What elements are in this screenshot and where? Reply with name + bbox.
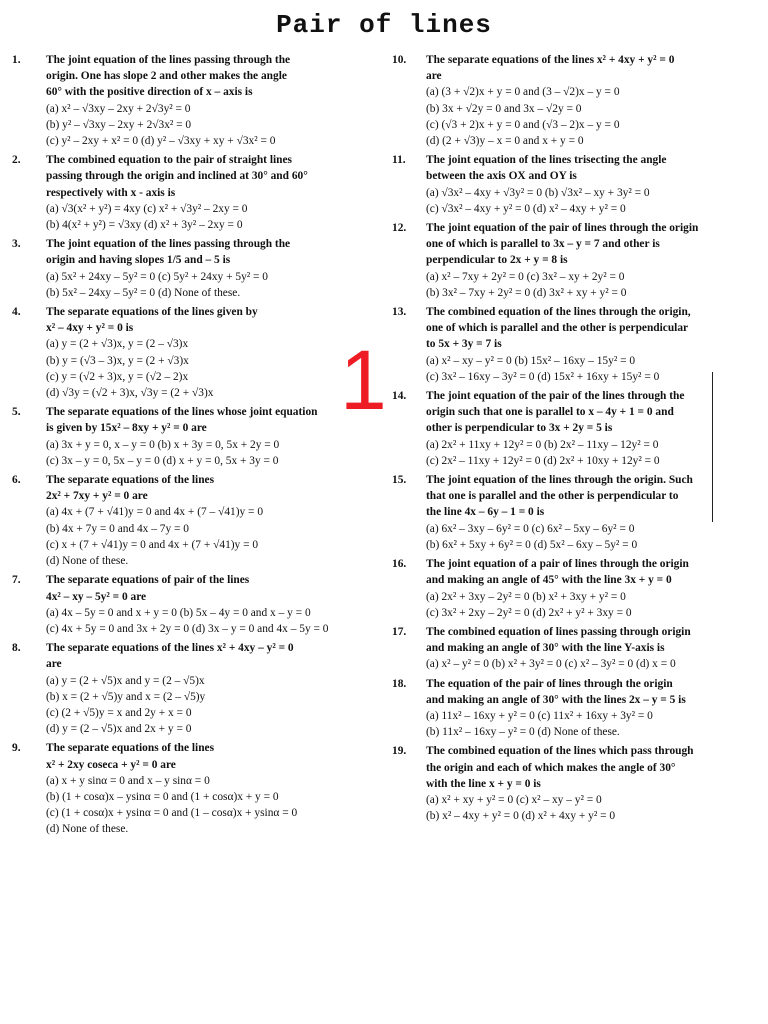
question-8 (12, 640, 372, 737)
answer-option-line: (d) None of these. (46, 823, 129, 836)
question-stem-line: x² + 2xy coseca + y² = 0 are (46, 758, 176, 771)
question-stem-line: 60° with the positive direction of x – axis is (46, 86, 253, 99)
question-number: 14. (392, 390, 407, 403)
answer-option-line: (c) (√3 + 2)x + y = 0 and (√3 – 2)x – y = 0 (426, 118, 620, 131)
answer-option-line: (b) 11x² – 16xy – y² = 0 (d) None of these. (426, 726, 620, 739)
question-stem-line: The combined equation to the pair of straight lines (46, 154, 292, 167)
answer-option-line: (c) 3x – y = 0, 5x – y = 0 (d) x + y = 0, 5x + 3y = 0 (46, 454, 279, 467)
question-14 (392, 388, 718, 469)
answer-option-line: (a) 5x² + 24xy – 5y² = 0 (c) 5y² + 24xy + 5y² = 0 (46, 270, 268, 283)
question-body (426, 152, 718, 217)
answer-option-line: (a) x² – y² = 0 (b) x² + 3y² = 0 (c) x² – 3y² = 0 (d) x = 0 (426, 658, 676, 671)
answer-option-line: (d) √3y = (√2 + 3)x, √3y = (2 + √3)x (46, 387, 214, 400)
answer-option-line: (b) 3x + √2y = 0 and 3x – √2y = 0 (426, 102, 582, 115)
answer-option-line: (a) x² – √3xy – 2xy + 2√3y² = 0 (46, 102, 191, 115)
answer-option-line: (a) 2x² + 3xy – 2y² = 0 (b) x² + 3xy + y² = 0 (426, 590, 626, 603)
answer-option-line: (a) (3 + √2)x + y = 0 and (3 – √2)x – y = 0 (426, 86, 620, 99)
question-body (426, 304, 718, 385)
question-stem-line: The combined equation of lines passing through origin (426, 625, 691, 638)
answer-option-line: (b) 5x² – 24xy – 5y² = 0 (d) None of these. (46, 286, 241, 299)
question-stem-line: The joint equation of the pair of the lines through the (426, 390, 685, 403)
answer-option-line: (c) y² – 2xy + x² = 0 (d) y² – √3xy + xy + √3x² = 0 (46, 135, 276, 148)
question-15 (392, 472, 718, 553)
question-number: 1. (12, 54, 21, 66)
question-number: 19. (392, 745, 407, 758)
question-stem-line: origin. One has slope 2 and other makes the angle (46, 70, 287, 83)
answer-option-line: (a) √3x² – 4xy + √3y² = 0 (b) √3x² – xy + 3y² = 0 (426, 186, 650, 199)
question-body (426, 624, 718, 673)
answer-option-line: (b) y = (√3 – 3)x, y = (2 + √3)x (46, 354, 189, 367)
answer-option-line: (a) 3x + y = 0, x – y = 0 (b) x + 3y = 0, 5x + 2y = 0 (46, 438, 280, 451)
question-number: 18. (392, 677, 407, 690)
question-stem-line: The equation of the pair of lines through the origin (426, 677, 673, 690)
answer-option-line: (a) x² + xy + y² = 0 (c) x² – xy – y² = 0 (426, 793, 602, 806)
question-body (46, 304, 372, 401)
page-badge-number: 1 (340, 333, 387, 427)
question-stem-line: is given by 15x² – 8xy + y² = 0 are (46, 422, 207, 435)
answer-option-line: (b) 4(x² + y²) = √3xy (d) x² + 3y² – 2xy = 0 (46, 219, 243, 232)
answer-option-line: (c) 3x² + 2xy – 2y² = 0 (d) 2x² + y² + 3xy = 0 (426, 606, 632, 619)
question-stem-line: The separate equations of the lines x² + 4xy + y² = 0 (426, 54, 675, 66)
question-stem-line: origin and having slopes 1/5 and – 5 is (46, 254, 231, 267)
question-stem-line: The separate equations of the lines (46, 474, 215, 487)
answer-option-line: (c) 3x² – 16xy – 3y² = 0 (d) 15x² + 16xy + 15y² = 0 (426, 370, 660, 383)
answer-option-line: (b) 4x + 7y = 0 and 4x – 7y = 0 (46, 522, 189, 535)
question-2 (12, 152, 372, 233)
answer-option-line: (d) (2 + √3)y – x = 0 and x + y = 0 (426, 135, 584, 148)
question-body (46, 236, 372, 301)
answer-option-line: (b) 6x² + 5xy + 6y² = 0 (d) 5x² – 6xy – 5y² = 0 (426, 538, 638, 551)
question-body (46, 640, 372, 737)
answer-option-line: (b) y² – √3xy – 2xy + 2√3x² = 0 (46, 118, 192, 131)
question-19 (392, 743, 718, 824)
question-body (426, 220, 718, 301)
question-stem-line: are (426, 70, 442, 83)
question-number: 8. (12, 642, 21, 655)
question-9 (12, 740, 372, 837)
question-stem-line: The separate equations of the lines given by (46, 306, 258, 319)
question-stem-line: one of which is parallel and the other is perpendicular (426, 322, 689, 335)
question-13 (392, 304, 718, 385)
question-stem-line: The joint equation of the lines passing through the (46, 238, 291, 251)
question-number: 5. (12, 406, 21, 419)
question-stem-line: perpendicular to 2x + y = 8 is (426, 254, 568, 267)
question-stem-line: origin such that one is parallel to x – 4y + 1 = 0 and (426, 406, 674, 419)
question-12 (392, 220, 718, 301)
question-body (426, 52, 718, 149)
question-number: 4. (12, 306, 21, 319)
question-number: 3. (12, 238, 21, 251)
question-body (46, 52, 372, 149)
question-stem-line: the origin and each of which makes the angle of 30° (426, 761, 676, 774)
question-6 (12, 472, 372, 569)
answer-option-line: (d) y = (2 – √5)x and 2x + y = 0 (46, 723, 192, 736)
answer-option-line: (c) 4x + 5y = 0 and 3x + 2y = 0 (d) 3x – y = 0 and 4x – 5y = 0 (46, 622, 329, 635)
question-3 (12, 236, 372, 301)
question-number: 16. (392, 558, 407, 571)
question-17 (392, 624, 718, 673)
question-18 (392, 676, 718, 741)
question-7 (12, 572, 372, 637)
answer-option-line: (a) x² – xy – y² = 0 (b) 15x² – 16xy – 15y² = 0 (426, 354, 636, 367)
question-stem-line: and making an angle of 30° with the line Y-axis is (426, 642, 665, 655)
question-stem-line: passing through the origin and inclined at 30° and 60° (46, 170, 308, 183)
question-stem-line: The joint equation of a pair of lines through the origin (426, 558, 689, 571)
question-stem-line: and making an angle of 45° with the line 3x + y = 0 (426, 574, 672, 587)
answer-option-line: (a) 6x² – 3xy – 6y² = 0 (c) 6x² – 5xy – 6y² = 0 (426, 522, 635, 535)
answer-option-line: (a) 2x² + 11xy + 12y² = 0 (b) 2x² – 11xy – 12y² = 0 (426, 438, 659, 451)
answer-option-line: (c) √3x² – 4xy + y² = 0 (d) x² – 4xy + y² = 0 (426, 202, 626, 215)
answer-option-line: (c) (1 + cosα)x + ysinα = 0 and (1 – cosα)x + ysinα = 0 (46, 807, 298, 820)
question-stem-line: The combined equation of the lines which pass through (426, 745, 694, 758)
answer-option-line: (c) 2x² – 11xy + 12y² = 0 (d) 2x² + 10xy + 12y² = 0 (426, 454, 660, 467)
question-stem-line: and making an angle of 30° with the lines 2x – y = 5 is (426, 693, 686, 706)
question-1 (12, 52, 372, 149)
question-10 (392, 52, 718, 149)
question-stem-line: The separate equations of the lines (46, 742, 215, 755)
question-stem-line: with the line x + y = 0 is (426, 777, 541, 790)
question-body (426, 556, 718, 621)
answer-option-line: (b) x² – 4xy + y² = 0 (d) x² + 4xy + y² = 0 (426, 810, 616, 823)
question-16 (392, 556, 718, 621)
answer-option-line: (a) 4x + (7 + √41)y = 0 and 4x + (7 – √41)y = 0 (46, 506, 264, 519)
answer-option-line: (a) y = (2 + √5)x and y = (2 – √5)x (46, 674, 205, 687)
answer-option-line: (b) x = (2 + √5)y and x = (2 – √5)y (46, 690, 206, 703)
left-column (12, 52, 372, 841)
page-title: Pair of lines (276, 10, 492, 40)
question-number: 2. (12, 154, 21, 167)
question-stem-line: are (46, 658, 62, 671)
answer-option-line: (a) 11x² – 16xy + y² = 0 (c) 11x² + 16xy + 3y² = 0 (426, 709, 653, 722)
answer-option-line: (b) (1 + cosα)x – ysinα = 0 and (1 + cosα)x + y = 0 (46, 790, 279, 803)
question-body (46, 152, 372, 233)
answer-option-line: (a) 4x – 5y = 0 and x + y = 0 (b) 5x – 4y = 0 and x – y = 0 (46, 606, 311, 619)
question-stem-line: The separate equations of the lines whose joint equation (46, 406, 318, 419)
answer-option-line: (a) x² – 7xy + 2y² = 0 (c) 3x² – xy + 2y² = 0 (426, 270, 625, 283)
answer-option-line: (d) None of these. (46, 555, 129, 568)
question-number: 10. (392, 54, 407, 66)
question-stem-line: The separate equations of the lines x² + 4xy – y² = 0 (46, 642, 294, 655)
question-body (426, 743, 718, 824)
answer-option-line: (c) (2 + √5)y = x and 2y + x = 0 (46, 706, 192, 719)
answer-option-line: (a) x + y sinα = 0 and x – y sinα = 0 (46, 774, 210, 787)
question-5 (12, 404, 372, 469)
answer-option-line: (b) 3x² – 7xy + 2y² = 0 (d) 3x² + xy + y² = 0 (426, 286, 627, 299)
question-body (426, 676, 718, 741)
answer-option-line: (a) √3(x² + y²) = 4xy (c) x² + √3y² – 2xy = 0 (46, 202, 248, 215)
question-stem-line: The joint equation of the lines trisecting the angle (426, 154, 667, 167)
question-11 (392, 152, 718, 217)
question-stem-line: The joint equation of the lines through the origin. Such (426, 474, 693, 487)
question-number: 13. (392, 306, 407, 319)
question-stem-line: x² – 4xy + y² = 0 is (46, 322, 134, 335)
question-number: 6. (12, 474, 21, 487)
question-stem-line: other is perpendicular to 3x + 2y = 5 is (426, 422, 613, 435)
question-stem-line: The joint equation of the pair of lines through the origin (426, 222, 699, 235)
question-stem-line: the line 4x – 6y – 1 = 0 is (426, 506, 545, 519)
answer-option-line: (a) y = (2 + √3)x, y = (2 – √3)x (46, 338, 189, 351)
question-stem-line: one of which is parallel to 3x – y = 7 and other is (426, 238, 660, 251)
question-number: 17. (392, 625, 407, 638)
question-body (46, 740, 372, 837)
question-body (426, 472, 718, 553)
question-stem-line: that one is parallel and the other is perpendicular to (426, 490, 679, 503)
question-body (46, 572, 372, 637)
question-number: 7. (12, 574, 21, 587)
question-body (46, 472, 372, 569)
right-column (392, 52, 718, 827)
question-stem-line: respectively with x - axis is (46, 186, 176, 199)
question-stem-line: to 5x + 3y = 7 is (426, 338, 502, 351)
question-stem-line: The combined equation of the lines through the origin, (426, 306, 691, 319)
question-number: 12. (392, 222, 407, 235)
question-body (46, 404, 372, 469)
question-stem-line: 2x² + 7xy + y² = 0 are (46, 490, 148, 503)
question-stem-line: The joint equation of the lines passing through the (46, 54, 291, 66)
question-stem-line: between the axis OX and OY is (426, 170, 577, 183)
question-number: 15. (392, 474, 407, 487)
question-stem-line: The separate equations of pair of the lines (46, 574, 250, 587)
question-4 (12, 304, 372, 401)
question-body (426, 388, 718, 469)
question-number: 11. (392, 154, 406, 167)
question-number: 9. (12, 742, 21, 755)
question-stem-line: 4x² – xy – 5y² = 0 are (46, 590, 147, 603)
answer-option-line: (c) x + (7 + √41)y = 0 and 4x + (7 + √41)y = 0 (46, 538, 259, 551)
answer-option-line: (c) y = (√2 + 3)x, y = (√2 – 2)x (46, 370, 189, 383)
